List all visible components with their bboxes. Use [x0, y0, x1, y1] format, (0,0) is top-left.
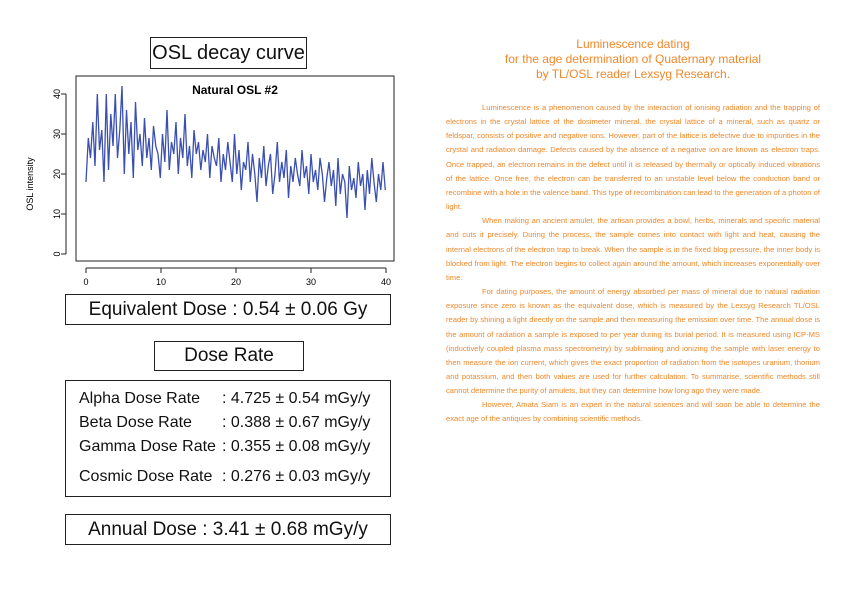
rate-value: : 0.276 ± 0.03 mGy/y: [222, 468, 371, 485]
osl-chart-svg: [20, 72, 400, 292]
heading-line: by TL/OSL reader Lexsyg Research.: [535, 67, 731, 81]
x-tick-label: 30: [305, 277, 317, 287]
y-tick-label: 30: [52, 128, 62, 140]
x-tick-label: 20: [230, 277, 242, 287]
heading-line: Luminescence dating: [576, 37, 690, 51]
heading-line: for the age determination of Quaternary material: [504, 52, 762, 66]
dose-rate-title-text: Dose Rate: [184, 345, 274, 366]
article-body: [446, 101, 820, 427]
article-paragraph: Luminescence is a phenomenon caused by the interaction of ionising radiation and the trapping of electrons in the crystal lattice of the dosimeter mineral. the crystal lattice of a mineral, such as quartz or feldspar, consists of positive and negative ions. However, part of the lattice is defective due to impurities in the crystal and radiation damage. Defects caused by the absence of a negative ion are known as electron traps. Once trapped, an electron remains in the defect until it is released by thermally or optically induced vibrations of the lattice. Once free, the electron can be transferred to an unstable level below the conduction band or recombine with a hole in the valence band. This type of recombination can lead to the generation of a photon of light.: [446, 103, 820, 212]
rate-name: Cosmic Dose Rate: [79, 468, 213, 485]
x-tick-label: 0: [83, 277, 89, 287]
x-axis: [83, 268, 391, 287]
article-paragraph: When making an ancient amulet, the artisan provides a bowl, herbs, minerals and specific material and cuts it precisely. During the process, the sample comes into contact with light and heat, causing the internal electrons of the electron trap to break. When the sample is in the fixed blog pressure, the inner body is blocked from light. The electron begins to collect again around the amount, which increases exponentially over time.: [446, 216, 820, 282]
y-tick-label: 0: [52, 251, 62, 257]
equivalent-dose-box: [65, 294, 391, 325]
article-paragraph: However, Amata Siam is an expert in the natural sciences and will soon be able to determine the exact age of the antiques by combining scientific methods.: [446, 400, 820, 424]
rate-value: : 0.355 ± 0.08 mGy/y: [222, 438, 371, 455]
y-tick-label: 20: [52, 168, 62, 180]
rate-value: : 4.725 ± 0.54 mGy/y: [222, 390, 371, 407]
article-heading: [446, 37, 820, 82]
decay-curve-title: [150, 37, 307, 69]
article-paragraph: For dating purposes, the amount of energy absorbed per mass of mineral due to natural radiation exposure since zero is known as the equivalent dose, which is measured by the Lexsyg Research TL/OSL reader by shining a light directly on the sample and then measuring the emission over time. The annual dose is the amount of radiation a sample is exposed to per year during its burial period. It is measured using ICP-MS (inductively coupled plasma mass spectrometry) by sublimating and ionizing the sample with laser energy to then measure the ion current, which gives the exact proportion of radiation from the isotopes uranium, thorium and potassium, and then both values are used for further calculation. To summarise, scientific methods still cannot determine the purity of amulets, but they can determine how long ago they were made.: [446, 287, 820, 396]
rate-value: : 0.388 ± 0.67 mGy/y: [222, 414, 371, 431]
y-axis: [52, 89, 66, 257]
rate-name: Beta Dose Rate: [79, 414, 192, 431]
annual-dose-text: Annual Dose : 3.41 ± 0.68 mGy/y: [88, 518, 368, 540]
rate-name: Alpha Dose Rate: [79, 390, 200, 407]
x-tick-label: 10: [155, 277, 167, 287]
rate-name: Gamma Dose Rate: [79, 438, 216, 455]
decay-curve-title-text: OSL decay curve: [152, 41, 305, 64]
chart-title: Natural OSL #2: [192, 83, 278, 97]
y-axis-label: OSL intensity: [25, 157, 35, 211]
x-tick-label: 40: [380, 277, 392, 287]
dose-rate-title: [154, 341, 304, 371]
equivalent-dose-text: Equivalent Dose : 0.54 ± 0.06 Gy: [88, 298, 368, 320]
article: [446, 0, 820, 427]
annual-dose-box: [65, 514, 391, 545]
osl-series-line: [86, 86, 385, 218]
dose-rates-box: [65, 380, 391, 497]
y-tick-label: 10: [52, 208, 62, 220]
y-tick-label: 40: [52, 88, 62, 100]
osl-chart: [20, 72, 400, 292]
